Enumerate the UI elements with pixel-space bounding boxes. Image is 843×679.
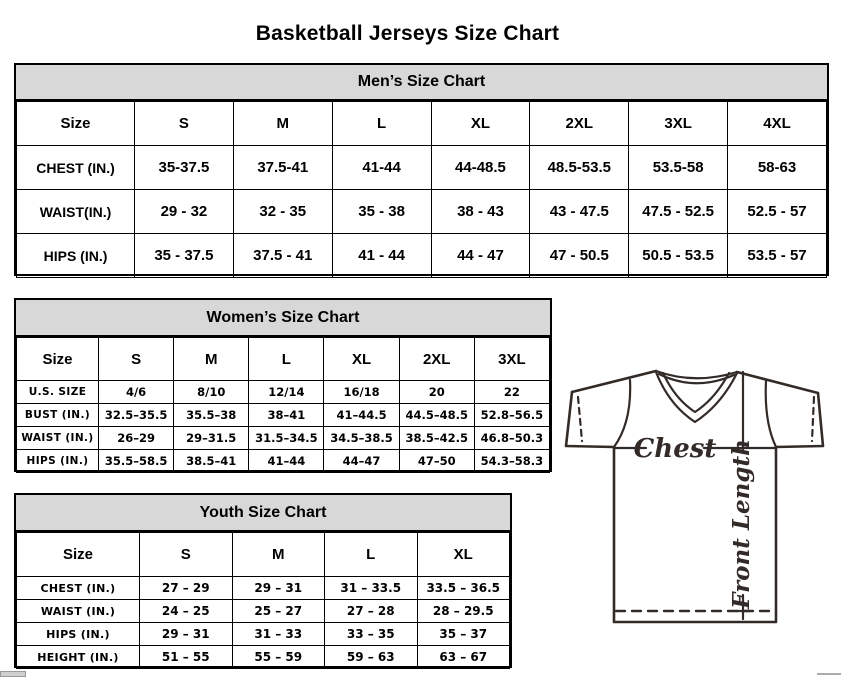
youth-size-table [16,532,510,669]
column-header: L [249,338,324,381]
size-cell: 8/10 [174,381,249,404]
size-cell: 37.5 - 41 [233,234,332,278]
size-cell: 12/14 [249,381,324,404]
column-header: 3XL [474,338,549,381]
row-label: CHEST (IN.) [17,577,140,600]
size-cell: 58-63 [728,146,827,190]
size-header-row [17,338,550,381]
size-cell: 59 – 63 [325,646,418,669]
column-header: Size [17,533,140,577]
size-cell: 16/18 [324,381,399,404]
column-header: 3XL [629,102,728,146]
chest-label: Chest [633,434,717,464]
size-cell: 50.5 - 53.5 [629,234,728,278]
size-cell: 29–31.5 [174,427,249,450]
mens-chart-header: Men’s Size Chart [16,65,827,101]
size-cell: 35 – 37 [417,623,510,646]
size-cell: 38 - 43 [431,190,530,234]
row-label: HIPS (IN.) [17,623,140,646]
row-label: CHEST (IN.) [17,146,135,190]
size-cell: 41-44 [332,146,431,190]
size-cell: 27 – 28 [325,600,418,623]
womens-chart-header: Women’s Size Chart [16,300,550,337]
row-label: WAIST(IN.) [17,190,135,234]
size-cell: 31 – 33 [232,623,325,646]
column-header: L [332,102,431,146]
size-cell: 25 – 27 [232,600,325,623]
size-cell: 44–47 [324,450,399,473]
table-row [17,234,827,278]
table-row [17,146,827,190]
table-row [17,381,550,404]
size-cell: 33 – 35 [325,623,418,646]
column-header: Size [17,102,135,146]
youth-size-chart [14,493,512,668]
column-header: 2XL [530,102,629,146]
size-cell: 29 – 31 [140,623,233,646]
row-label: WAIST (IN.) [17,427,99,450]
front-length-label: Front Length [728,439,755,609]
size-cell: 47.5 - 52.5 [629,190,728,234]
size-header-row [17,533,510,577]
size-cell: 4/6 [99,381,174,404]
size-cell: 47 - 50.5 [530,234,629,278]
size-cell: 29 - 32 [135,190,234,234]
jersey-measurement-diagram [552,358,843,630]
size-cell: 31.5–34.5 [249,427,324,450]
size-cell: 32.5–35.5 [99,404,174,427]
size-cell: 55 – 59 [232,646,325,669]
size-cell: 34.5–38.5 [324,427,399,450]
size-cell: 47–50 [399,450,474,473]
jersey-left-sleeve-line [566,392,614,447]
row-label: HIPS (IN.) [17,450,99,473]
table-row [17,577,510,600]
size-cell: 46.8–50.3 [474,427,549,450]
size-cell: 38–41 [249,404,324,427]
size-cell: 35.5–58.5 [99,450,174,473]
size-cell: 38.5–42.5 [399,427,474,450]
column-header: S [135,102,234,146]
jersey-right-seam-line [766,381,776,447]
row-label: HEIGHT (IN.) [17,646,140,669]
size-cell: 35.5–38 [174,404,249,427]
size-cell: 51 – 55 [140,646,233,669]
size-cell: 35-37.5 [135,146,234,190]
size-cell: 38.5–41 [174,450,249,473]
size-cell: 43 - 47.5 [530,190,629,234]
size-cell: 53.5 - 57 [728,234,827,278]
table-row [17,404,550,427]
size-header-row [17,102,827,146]
womens-size-table [16,337,550,473]
table-row [17,450,550,473]
column-header: 4XL [728,102,827,146]
size-cell: 52.8–56.5 [474,404,549,427]
scrollbar-fragment-left[interactable] [0,671,26,677]
column-header: XL [324,338,399,381]
size-cell: 52.5 - 57 [728,190,827,234]
size-cell: 54.3–58.3 [474,450,549,473]
row-label: U.S. SIZE [17,381,99,404]
jersey-vneck-collar [656,371,737,422]
size-cell: 35 - 38 [332,190,431,234]
size-cell: 41–44 [249,450,324,473]
jersey-right-sleeve-stitch-dashes [812,397,814,441]
table-row [17,623,510,646]
size-cell: 44 - 47 [431,234,530,278]
row-label: HIPS (IN.) [17,234,135,278]
size-cell: 48.5-53.5 [530,146,629,190]
size-cell: 35 - 37.5 [135,234,234,278]
jersey-left-shoulder-line [572,371,656,392]
column-header: S [99,338,174,381]
size-cell: 24 – 25 [140,600,233,623]
youth-chart-header: Youth Size Chart [16,495,510,532]
size-cell: 27 – 29 [140,577,233,600]
column-header: M [233,102,332,146]
table-row [17,427,550,450]
table-row [17,600,510,623]
womens-size-chart [14,298,552,472]
column-header: S [140,533,233,577]
size-cell: 28 – 29.5 [417,600,510,623]
size-cell: 29 – 31 [232,577,325,600]
table-row [17,646,510,669]
size-cell: 32 - 35 [233,190,332,234]
size-cell: 63 – 67 [417,646,510,669]
jersey-left-seam-line [614,380,630,447]
mens-size-table [16,101,827,278]
size-cell: 20 [399,381,474,404]
size-cell: 41–44.5 [324,404,399,427]
table-row [17,190,827,234]
row-label: WAIST (IN.) [17,600,140,623]
size-cell: 44-48.5 [431,146,530,190]
size-cell: 33.5 – 36.5 [417,577,510,600]
column-header: 2XL [399,338,474,381]
mens-size-chart [14,63,829,276]
size-cell: 41 - 44 [332,234,431,278]
jersey-right-sleeve-line [776,393,823,447]
jersey-left-sleeve-stitch-dashes [578,397,582,441]
size-cell: 22 [474,381,549,404]
size-cell: 44.5–48.5 [399,404,474,427]
column-header: M [174,338,249,381]
size-cell: 31 – 33.5 [325,577,418,600]
page-title: Basketball Jerseys Size Chart [255,22,560,46]
scrollbar-fragment-right[interactable] [817,673,841,675]
size-cell: 26–29 [99,427,174,450]
size-cell: 37.5-41 [233,146,332,190]
jersey-right-shoulder-line [737,372,818,393]
column-header: L [325,533,418,577]
size-cell: 53.5-58 [629,146,728,190]
column-header: XL [431,102,530,146]
row-label: BUST (IN.) [17,404,99,427]
column-header: Size [17,338,99,381]
column-header: XL [417,533,510,577]
column-header: M [232,533,325,577]
